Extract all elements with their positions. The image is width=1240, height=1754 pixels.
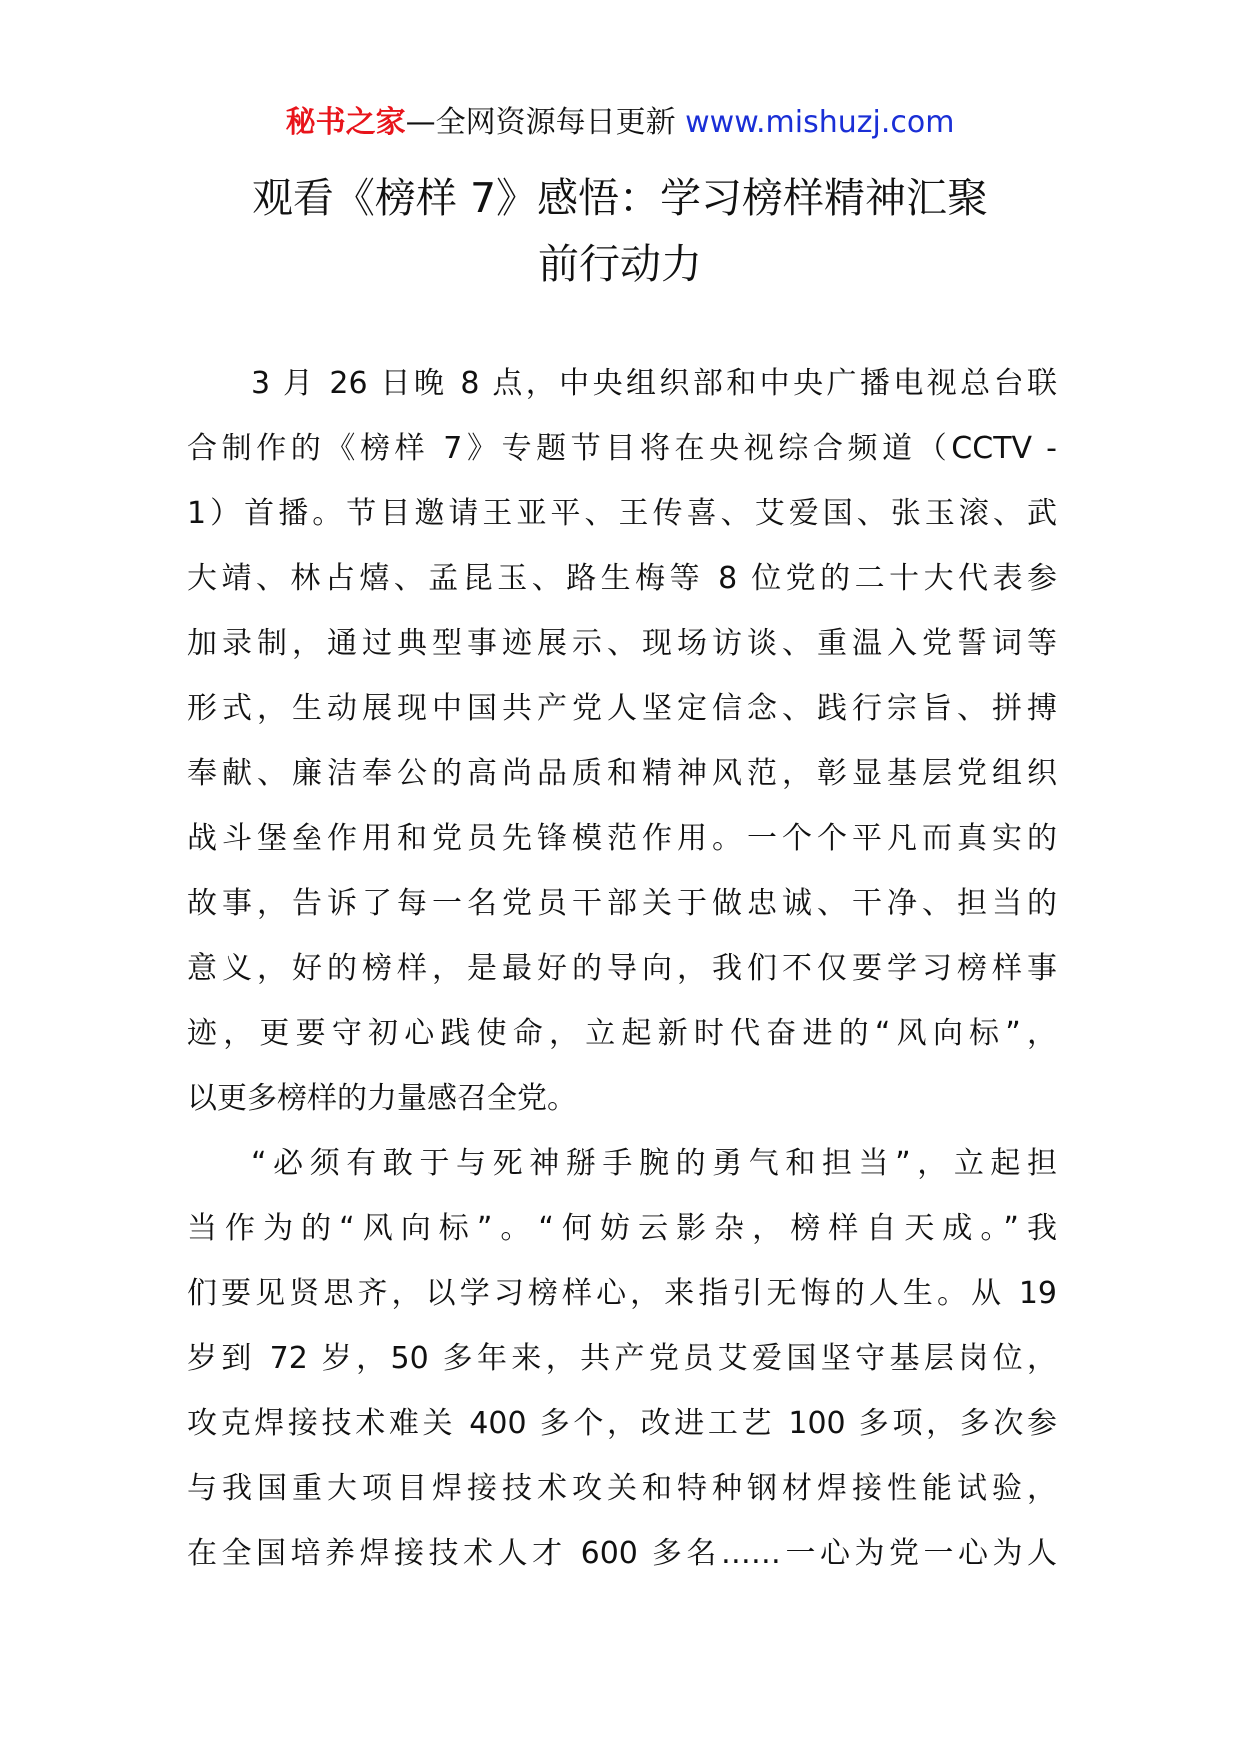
paragraph-line: 加录制，通过典型事迹展示、现场访谈、重温入党誓词等 [187,626,1057,661]
paragraph-line: “必须有敢于与死神掰手腕的勇气和担当”，立起担 [251,1146,1057,1181]
paragraph-line: 攻克焊接技术难关 400 多个，改进工艺 100 多项，多次参 [187,1406,1057,1441]
paragraph-line: 岁到 72 岁，50 多年来，共产党员艾爱国坚守基层岗位， [187,1341,1057,1376]
paragraph-line: 与我国重大项目焊接技术攻关和特种钢材焊接性能试验， [187,1471,1057,1506]
paragraph-line: 意义，好的榜样，是最好的导向，我们不仅要学习榜样事 [187,951,1057,986]
paragraph-line: 故事，告诉了每一名党员干部关于做忠诚、干净、担当的 [187,886,1057,921]
paragraph-line: 们要见贤思齐，以学习榜样心，来指引无悔的人生。从 19 [187,1276,1057,1311]
site-header [0,103,1240,143]
paragraph-line: 战斗堡垒作用和党员先锋模范作用。一个个平凡而真实的 [187,821,1057,856]
paragraph-line: 1）首播。节目邀请王亚平、王传喜、艾爱国、张玉滚、武 [187,496,1057,531]
paragraph-line: 3 月 26 日晚 8 点，中央组织部和中央广播电视总台联 [251,366,1057,401]
paragraph-2 [187,1131,1057,1586]
paragraph-line: 迹，更要守初心践使命，立起新时代奋进的“风向标”， [187,1016,1057,1051]
paragraph-line: 在全国培养焊接技术人才 600 多名……一心为党一心为人 [187,1536,1057,1571]
document-title [150,165,1090,297]
header-tagline: —全网资源每日更新 [405,105,686,140]
document-body [187,351,1057,1586]
site-url[interactable]: www.mishuzj.com [685,105,955,140]
paragraph-line: 以更多榜样的力量感召全党。 [187,1081,577,1116]
paragraph-line: 当作为的“风向标”。“何妨云影杂，榜样自天成。”我 [187,1211,1057,1246]
title-line-2: 前行动力 [538,240,702,288]
brand-name: 秘书之家 [285,105,406,140]
paragraph-line: 形式，生动展现中国共产党人坚定信念、践行宗旨、拼搏 [187,691,1057,726]
paragraph-1 [187,351,1057,1131]
title-line-1: 观看《榜样 7》感悟：学习榜样精神汇聚 [251,174,989,222]
paragraph-line: 大靖、林占熺、孟昆玉、路生梅等 8 位党的二十大代表参 [187,561,1057,596]
paragraph-line: 奉献、廉洁奉公的高尚品质和精神风范，彰显基层党组织 [187,756,1057,791]
paragraph-line: 合制作的《榜样 7》专题节目将在央视综合频道（CCTV - [187,431,1057,466]
